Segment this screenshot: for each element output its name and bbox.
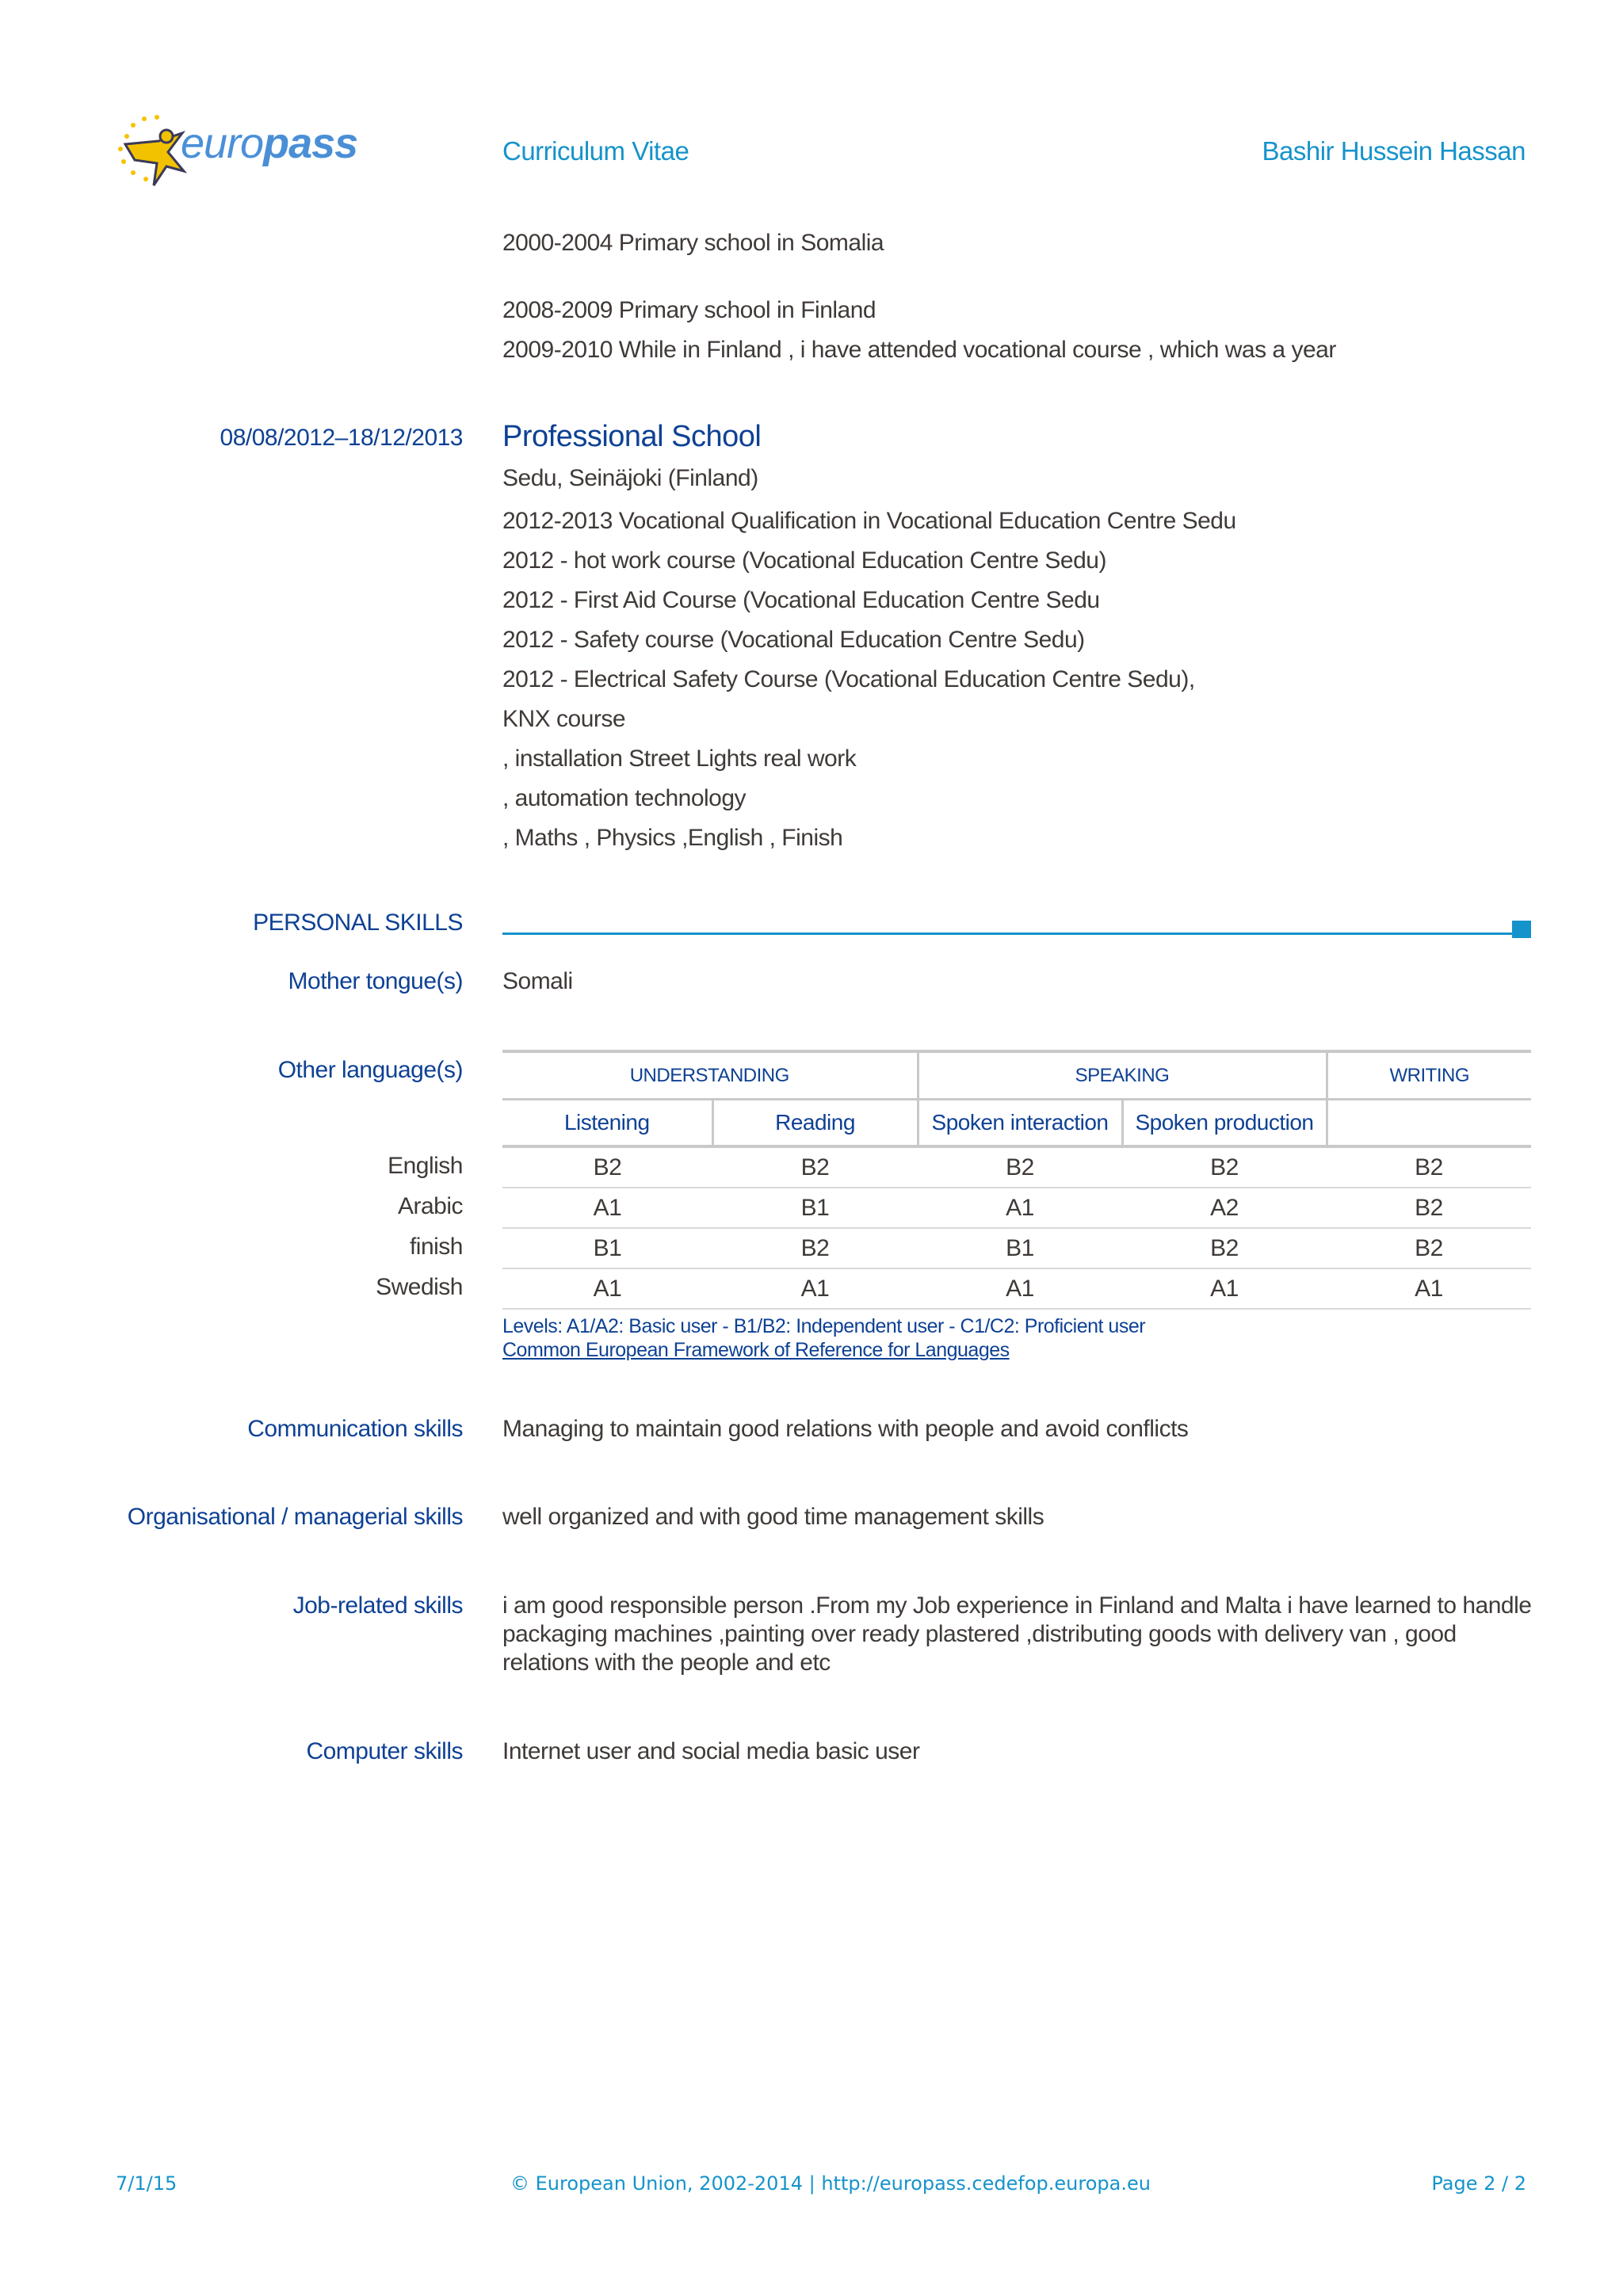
communication-skills-label: Communication skills bbox=[247, 1416, 463, 1442]
education-place: Sedu, Seinäjoki (Finland) bbox=[502, 465, 758, 491]
personal-skills-heading: PERSONAL SKILLS bbox=[253, 910, 463, 936]
education-line-5: 2012 - Electrical Safety Course (Vocational Education Centre Sedu), bbox=[502, 666, 1195, 692]
header-spoken-production: Spoken production bbox=[1122, 1100, 1327, 1147]
level-cell: A2 bbox=[1122, 1188, 1327, 1228]
cefr-link[interactable]: Common European Framework of Reference for Languages bbox=[502, 1339, 1010, 1361]
europass-wordmark: europass bbox=[181, 120, 358, 167]
education-line-2: 2012 - hot work course (Vocational Education Centre Sedu) bbox=[502, 547, 1106, 574]
education-prev-line-2: 2008-2009 Primary school in Finland bbox=[502, 297, 876, 323]
header-reading: Reading bbox=[712, 1100, 918, 1147]
job-skills-label: Job-related skills bbox=[292, 1592, 463, 1619]
level-cell: B1 bbox=[502, 1228, 712, 1268]
level-cell: A1 bbox=[502, 1268, 712, 1309]
computer-skills-label: Computer skills bbox=[306, 1738, 463, 1764]
level-cell: B1 bbox=[712, 1188, 918, 1228]
level-cell: A1 bbox=[918, 1268, 1122, 1309]
header-writing: WRITING bbox=[1327, 1051, 1531, 1100]
other-languages-label: Other language(s) bbox=[277, 1057, 463, 1083]
computer-skills-value: Internet user and social media basic user bbox=[502, 1738, 920, 1764]
level-cell: B2 bbox=[502, 1146, 712, 1188]
header-spoken-interaction: Spoken interaction bbox=[918, 1100, 1122, 1147]
education-line-9: , Maths , Physics ,English , Finish bbox=[502, 825, 843, 851]
level-cell: A1 bbox=[1122, 1268, 1327, 1309]
level-cell: A1 bbox=[918, 1188, 1122, 1228]
level-cell: A1 bbox=[712, 1268, 918, 1309]
level-cell: B2 bbox=[1327, 1228, 1531, 1268]
header-understanding: UNDERSTANDING bbox=[502, 1051, 918, 1100]
education-title: Professional School bbox=[502, 420, 762, 453]
education-line-8: , automation technology bbox=[502, 785, 747, 811]
education-prev-line-1: 2000-2004 Primary school in Somalia bbox=[502, 230, 884, 256]
organisational-skills-label: Organisational / managerial skills bbox=[127, 1504, 463, 1530]
person-name: Bashir Hussein Hassan bbox=[1262, 136, 1526, 166]
level-cell: A1 bbox=[1327, 1268, 1531, 1309]
language-name: finish bbox=[409, 1234, 463, 1260]
job-skills-value: i am good responsible person .From my Job experience in Finland and Malta i have learned to handle packaging machines ,painting over ready plastered ,distributing goods with delivery van , good relations with the people and etc bbox=[502, 1592, 1532, 1676]
table-row bbox=[502, 1228, 1531, 1268]
table-row bbox=[502, 1188, 1531, 1228]
level-cell: B2 bbox=[1122, 1146, 1327, 1188]
table-row bbox=[502, 1146, 1531, 1188]
document-title: Curriculum Vitae bbox=[502, 136, 689, 166]
level-cell: A1 bbox=[502, 1188, 712, 1228]
education-line-6: KNX course bbox=[502, 706, 626, 732]
language-levels-table bbox=[502, 1050, 1531, 1310]
section-rule bbox=[502, 933, 1512, 935]
header-speaking: SPEAKING bbox=[918, 1051, 1327, 1100]
section-rule-marker bbox=[1512, 921, 1531, 938]
language-name: Swedish bbox=[376, 1274, 463, 1300]
education-line-1: 2012-2013 Vocational Qualification in Vocational Education Centre Sedu bbox=[502, 508, 1236, 534]
education-prev-line-3: 2009-2010 While in Finland , i have attended vocational course , which was a year bbox=[502, 337, 1336, 363]
education-line-7: , installation Street Lights real work bbox=[502, 746, 857, 772]
level-cell: B2 bbox=[1327, 1188, 1531, 1228]
level-cell: B2 bbox=[918, 1146, 1122, 1188]
table-row bbox=[502, 1268, 1531, 1309]
communication-skills-value: Managing to maintain good relations with people and avoid conflicts bbox=[502, 1416, 1189, 1442]
table-group-header-row bbox=[502, 1051, 1531, 1100]
level-cell: B2 bbox=[712, 1228, 918, 1268]
footer-date: 7/1/15 bbox=[116, 2172, 178, 2195]
education-line-3: 2012 - First Aid Course (Vocational Education Centre Sedu bbox=[502, 587, 1100, 613]
language-name: Arabic bbox=[397, 1193, 463, 1219]
footer-page-number: Page 2 / 2 bbox=[1431, 2172, 1526, 2195]
footer-copyright[interactable]: © European Union, 2002-2014 | http://europass.cedefop.europa.eu bbox=[510, 2172, 1151, 2195]
table-sub-header-row bbox=[502, 1100, 1531, 1147]
level-cell: B2 bbox=[1122, 1228, 1327, 1268]
mother-tongue-value: Somali bbox=[502, 968, 573, 994]
levels-note: Levels: A1/A2: Basic user - B1/B2: Independent user - C1/C2: Proficient user bbox=[502, 1315, 1146, 1337]
header-listening: Listening bbox=[502, 1100, 712, 1147]
language-name: English bbox=[388, 1153, 463, 1179]
education-dates: 08/08/2012–18/12/2013 bbox=[220, 425, 463, 451]
education-line-4: 2012 - Safety course (Vocational Education Centre Sedu) bbox=[502, 627, 1085, 653]
mother-tongue-label: Mother tongue(s) bbox=[288, 968, 463, 994]
level-cell: B1 bbox=[918, 1228, 1122, 1268]
level-cell: B2 bbox=[1327, 1146, 1531, 1188]
level-cell: B2 bbox=[712, 1146, 918, 1188]
organisational-skills-value: well organized and with good time management skills bbox=[502, 1504, 1044, 1530]
header-writing-empty bbox=[1327, 1100, 1531, 1147]
